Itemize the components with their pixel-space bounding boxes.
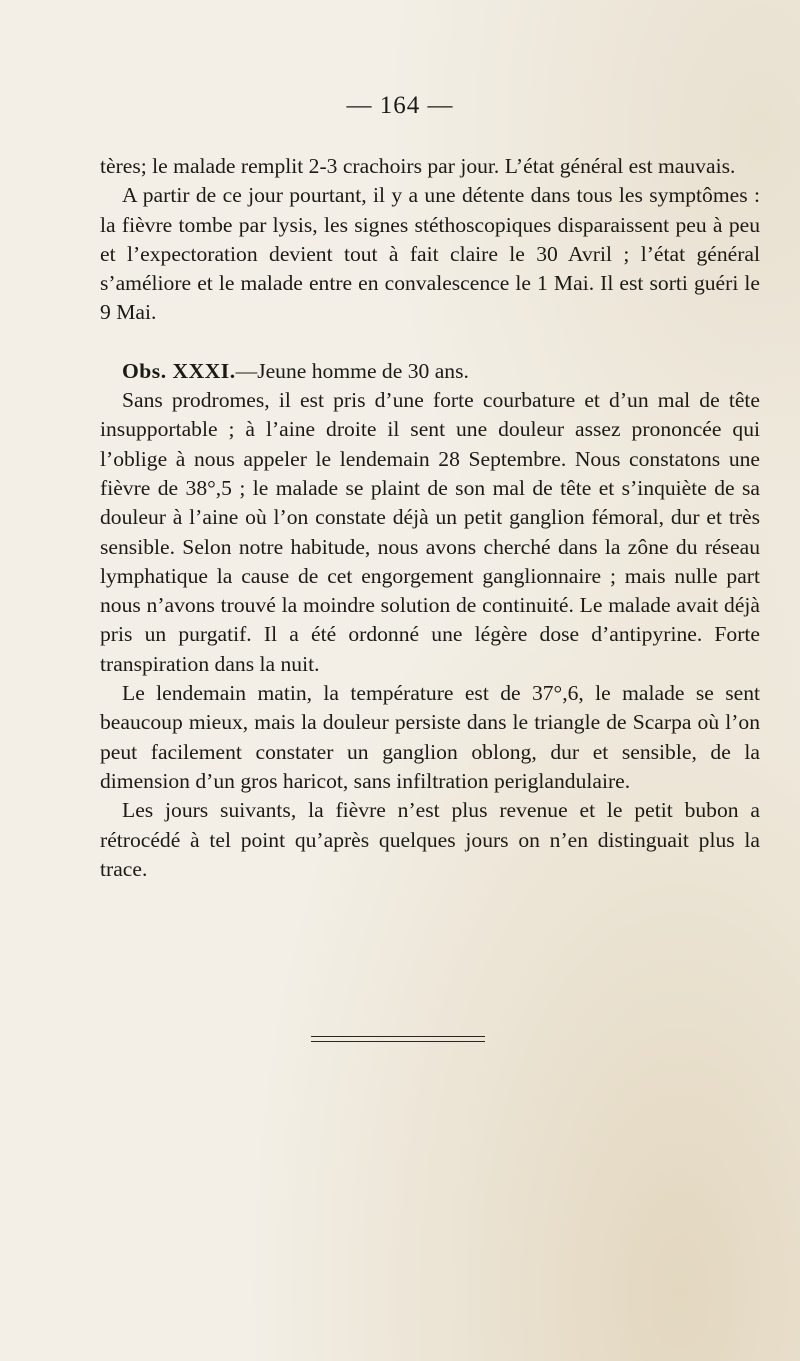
observation-label: Obs. XXXI. (122, 358, 236, 383)
page-number: — 164 — (346, 92, 454, 119)
paragraph-following-days: Les jours suivants, la fièvre n’est plus revenue et le petit bubon a rétrocédé à tel point qu’après quelques jours on n’en distinguait plus la trace. (100, 798, 760, 881)
divider-line (311, 1041, 485, 1042)
section-divider (311, 1036, 485, 1042)
observation-heading-paragraph (100, 357, 760, 386)
paragraph-next-morning: Le lendemain matin, la température est de 37°,6, le malade se sent beaucoup mieux, mais la douleur persiste dans le triangle de Scarpa où l’on peut facilement constater un ganglion oblong, dur et sensible, de la dimension d’un gros haricot, sans infiltration periglandulaire. (100, 681, 760, 793)
paragraph-continuation: tères; le malade remplit 2-3 crachoirs par jour. L’état général est mauvais. (100, 154, 736, 178)
observation-subject: —Jeune homme de 30 ans. (235, 358, 469, 383)
paragraph-onset: Sans prodromes, il est pris d’une forte courbature et d’un mal de tête insupportable ; à l’aine droite il sent une douleur assez prononcée qui l’oblige à nous appeler le lendemain 28 Septembre. Nous constatons une fièvre de 38°,5 ; le malade se plaint de son mal de tête et s’inquiète de sa douleur à l’aine où l’on constate déjà un petit ganglion fémoral, dur et très sensible. Selon notre habitude, nous avons cherché dans la zône du réseau lymphatique la cause de cet engorgement ganglionnaire ; mais nulle part nous n’avons trouvé la moindre solution de continuité. Le malade avait déjà pris un purgatif. Il a été ordonné une légère dose d’antipyrine. Forte transpiration dans la nuit. (100, 388, 760, 676)
divider-line (311, 1036, 485, 1037)
body-text (100, 152, 760, 884)
paragraph-recovery: A partir de ce jour pourtant, il y a une détente dans tous les symptômes : la fièvre tombe par lysis, les signes stéthoscopiques disparaissent peu à peu et l’expectoration devient tout à fait claire le 30 Avril ; l’état général s’améliore et le malade entre en convalescence le 1 Mai. Il est sorti guéri le 9 Mai. (100, 183, 760, 325)
